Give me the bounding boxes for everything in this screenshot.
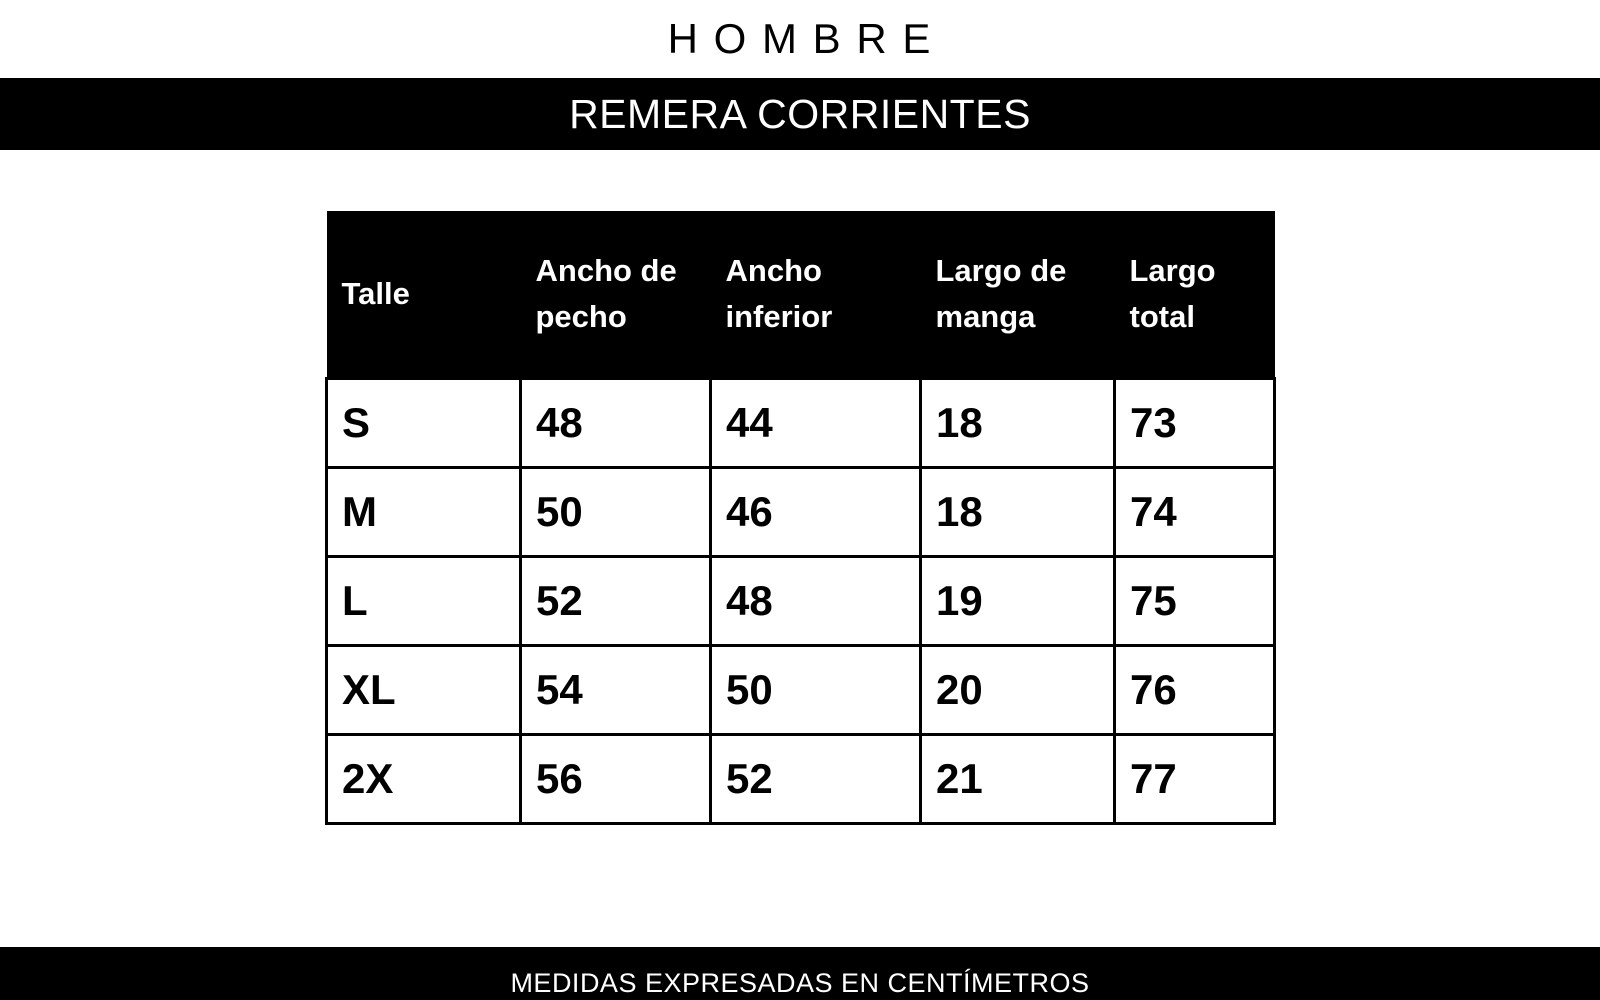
footer-note: MEDIDAS EXPRESADAS EN CENTÍMETROS — [510, 967, 1090, 998]
column-header-label: Talle — [341, 275, 410, 311]
category-title: H O M B R E — [667, 15, 933, 62]
size-row-xl — [327, 645, 1275, 734]
cell-talle: XL — [327, 645, 521, 734]
cell-ancho-de-pecho: 50 — [521, 467, 711, 556]
cell-largo-total: 74 — [1115, 467, 1275, 556]
size-row-2x — [327, 734, 1275, 823]
cell-talle: M — [327, 467, 521, 556]
cell-largo-total: 76 — [1115, 645, 1275, 734]
cell-ancho-inferior: 44 — [711, 378, 921, 467]
cell-ancho-inferior: 50 — [711, 645, 921, 734]
cell-ancho-de-pecho: 48 — [521, 378, 711, 467]
cell-largo-de-manga: 21 — [921, 734, 1115, 823]
size-chart-table — [325, 211, 1276, 825]
size-row-s — [327, 378, 1275, 467]
cell-talle: L — [327, 556, 521, 645]
cell-ancho-inferior: 52 — [711, 734, 921, 823]
footer-banner — [0, 947, 1600, 1000]
column-header-label: Largo — [1129, 252, 1216, 288]
column-header-label: Largo de — [935, 252, 1067, 288]
cell-talle: S — [327, 378, 521, 467]
cell-ancho-inferior: 46 — [711, 467, 921, 556]
column-header-largo-total — [1115, 211, 1275, 378]
size-row-m — [327, 467, 1275, 556]
size-row-l — [327, 556, 1275, 645]
cell-largo-de-manga: 18 — [921, 378, 1115, 467]
cell-largo-total: 75 — [1115, 556, 1275, 645]
cell-largo-de-manga: 18 — [921, 467, 1115, 556]
cell-largo-de-manga: 19 — [921, 556, 1115, 645]
column-header-label: manga — [935, 298, 1036, 334]
size-chart-header-row — [327, 211, 1275, 378]
column-header-ancho-inferior — [711, 211, 921, 378]
column-header-label: total — [1129, 298, 1195, 334]
cell-talle: 2X — [327, 734, 521, 823]
cell-largo-total: 73 — [1115, 378, 1275, 467]
column-header-label: pecho — [535, 298, 627, 334]
cell-largo-total: 77 — [1115, 734, 1275, 823]
cell-ancho-de-pecho: 54 — [521, 645, 711, 734]
column-header-talle — [327, 211, 521, 378]
column-header-largo-de-manga — [921, 211, 1115, 378]
product-banner-text: REMERA CORRIENTES — [569, 90, 1031, 137]
product-banner — [0, 78, 1600, 150]
column-header-label: inferior — [725, 298, 833, 334]
cell-ancho-de-pecho: 56 — [521, 734, 711, 823]
cell-ancho-de-pecho: 52 — [521, 556, 711, 645]
column-header-label: Ancho de — [535, 252, 677, 288]
column-header-label: Ancho — [725, 252, 822, 288]
cell-largo-de-manga: 20 — [921, 645, 1115, 734]
cell-ancho-inferior: 48 — [711, 556, 921, 645]
column-header-ancho-de-pecho — [521, 211, 711, 378]
